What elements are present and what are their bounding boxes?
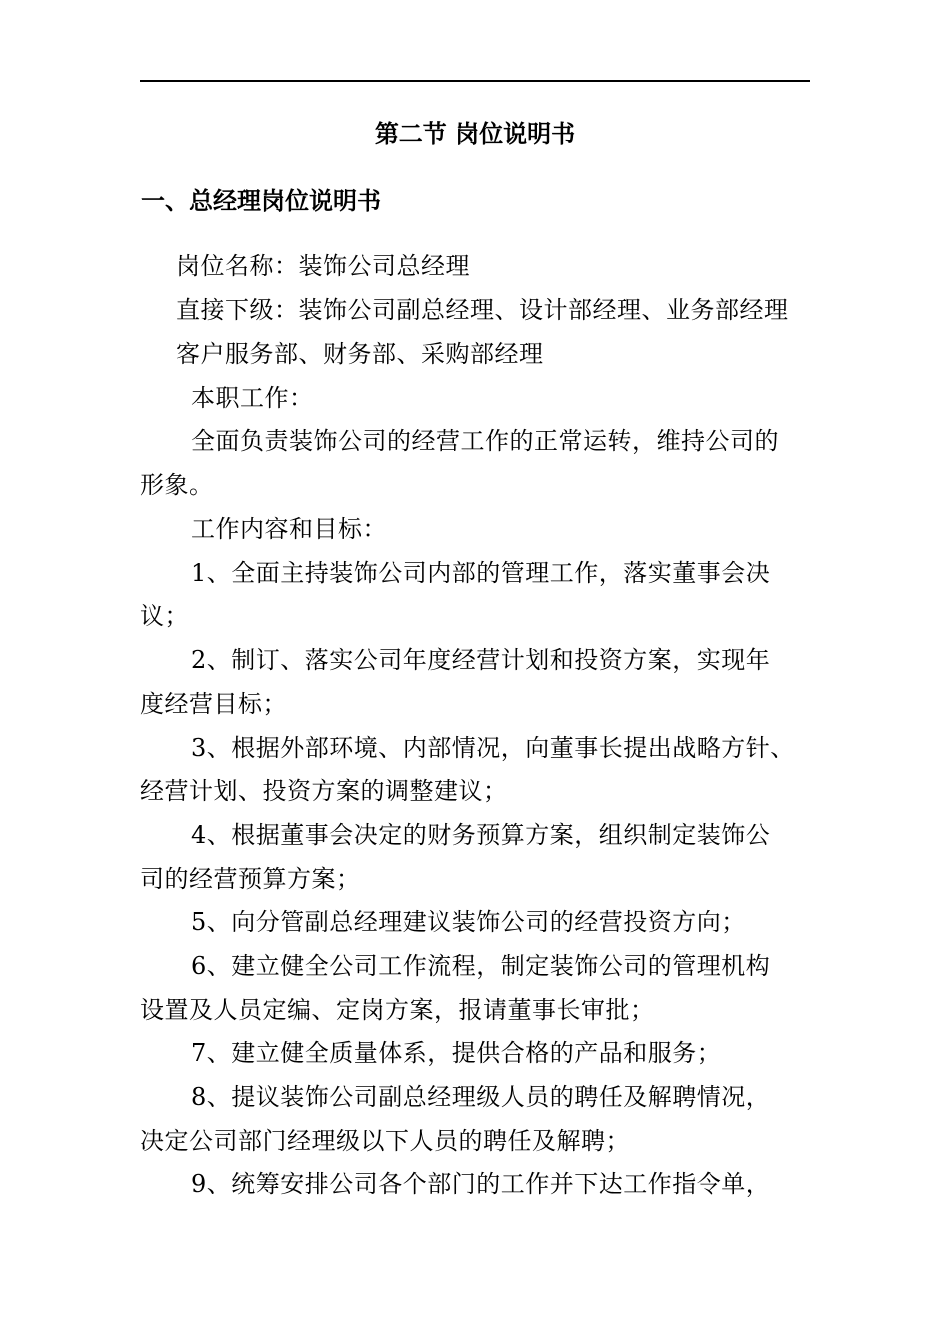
section-heading: 一、总经理岗位说明书: [141, 187, 381, 215]
subordinates-line-1: 直接下级：装饰公司副总经理、设计部经理、业务部经理: [176, 296, 789, 324]
duty-line-1: 全面负责装饰公司的经营工作的正常运转，维持公司的: [191, 427, 779, 455]
position-name: 岗位名称：装饰公司总经理: [176, 252, 470, 280]
content-label: 工作内容和目标：: [191, 515, 387, 543]
item-2-line-2: 度经营目标；: [140, 690, 287, 718]
item-1-line-2: 议；: [140, 602, 189, 630]
item-7: 7、建立健全质量体系，提供合格的产品和服务；: [191, 1039, 722, 1067]
item-9-line-1: 9、统筹安排公司各个部门的工作并下达工作指令单，: [191, 1170, 771, 1198]
item-5: 5、向分管副总经理建议装饰公司的经营投资方向；: [191, 908, 746, 936]
subordinates-line-2: 客户服务部、财务部、采购部经理: [176, 340, 544, 368]
section-title: 第二节 岗位说明书: [374, 120, 576, 148]
header-rule: [140, 80, 810, 82]
item-4-line-2: 司的经营预算方案；: [140, 865, 361, 893]
duty-line-2: 形象。: [140, 471, 214, 499]
duty-label: 本职工作：: [191, 384, 314, 412]
item-8-line-2: 决定公司部门经理级以下人员的聘任及解聘；: [140, 1127, 630, 1155]
item-6-line-1: 6、建立健全公司工作流程，制定装饰公司的管理机构: [191, 952, 771, 980]
item-1-line-1: 1、全面主持装饰公司内部的管理工作，落实董事会决: [191, 559, 771, 587]
item-2-line-1: 2、制订、落实公司年度经营计划和投资方案，实现年: [191, 646, 771, 674]
item-3-line-1: 3、根据外部环境、内部情况，向董事长提出战略方针、: [191, 734, 795, 762]
item-6-line-2: 设置及人员定编、定岗方案，报请董事长审批；: [140, 996, 655, 1024]
item-4-line-1: 4、根据董事会决定的财务预算方案，组织制定装饰公: [191, 821, 771, 849]
item-8-line-1: 8、提议装饰公司副总经理级人员的聘任及解聘情况，: [191, 1083, 771, 1111]
item-3-line-2: 经营计划、投资方案的调整建议；: [140, 777, 508, 805]
